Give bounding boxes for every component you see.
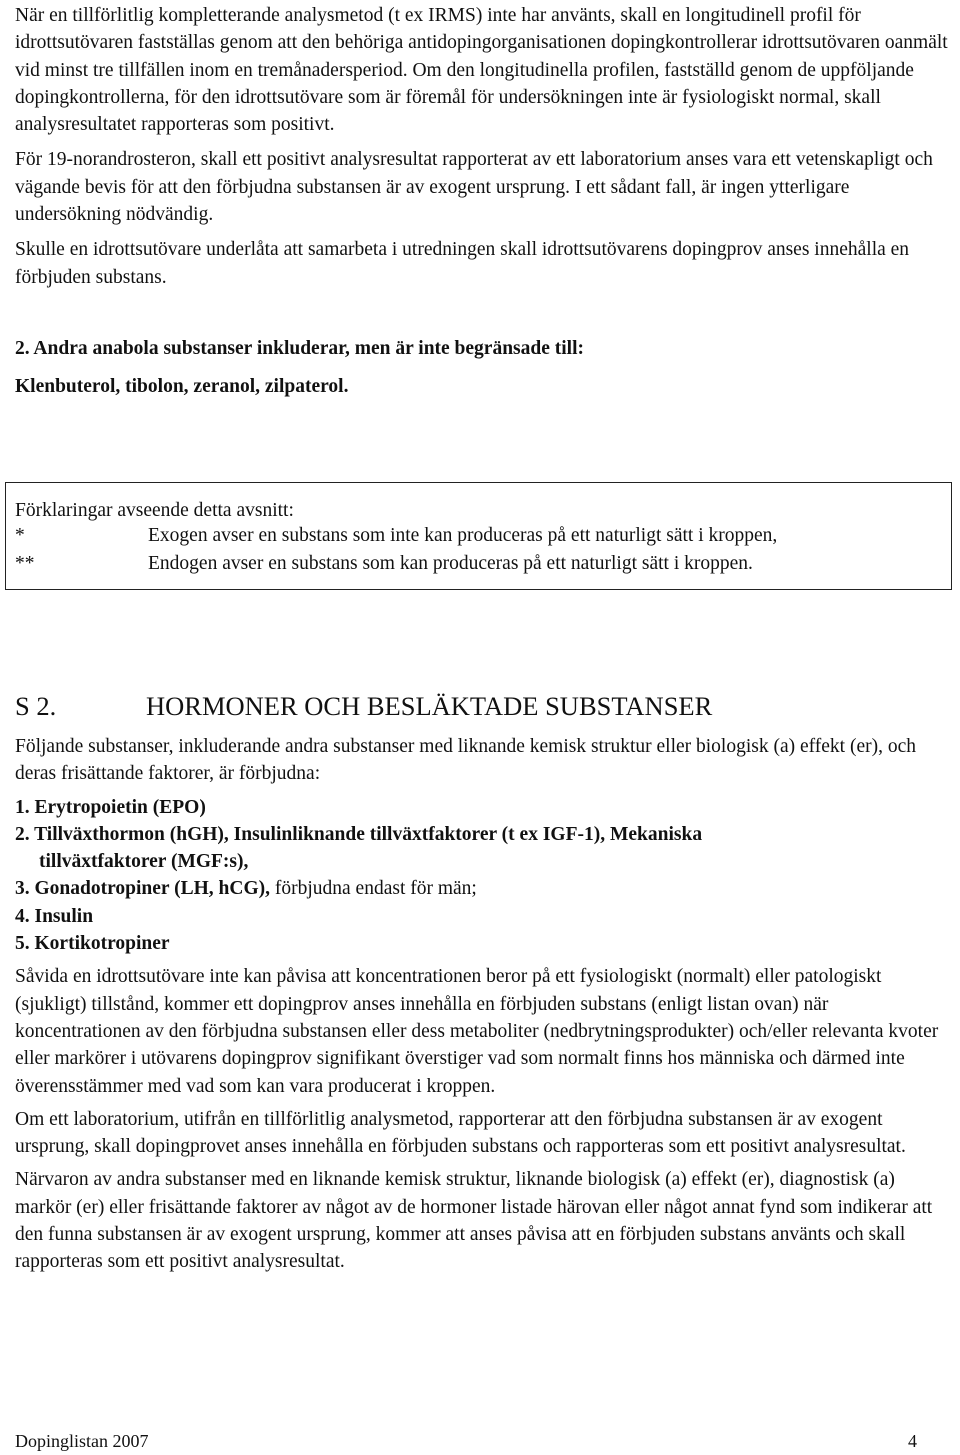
intro-section <box>15 0 950 401</box>
anabolic-other-heading: 2. Andra anabola substanser inkluderar, men är inte begränsade till: <box>15 337 585 359</box>
page-number: 4 <box>908 1431 917 1451</box>
section-code: S 2. <box>15 691 57 721</box>
paragraph-presence: Närvaron av andra substanser med en liknande kemisk struktur, liknande biologisk (a) effekt (er), diagnostisk (a) markör (er) eller frisättande faktorer av något av de hormoner listade härovan eller något annat fynd som indikerar att den funna substansen är av exogent ursprung, kommer att anses påvisa att en förbjuden substans använts och skall rapporteras som ett positivt analysresultat. <box>15 1169 933 1273</box>
hormone-list <box>15 794 950 958</box>
anabolic-other-list: Klenbuterol, tibolon, zeranol, zilpaterol. <box>15 376 349 398</box>
page-footer <box>15 1430 915 1452</box>
definition-marker: * <box>15 525 25 546</box>
intro-paragraph-cooperation: Skulle en idrottsutövare underlåta att samarbeta i utredningen skall idrottsutövarens dopingprov anses innehålla en förbjuden substans. <box>15 239 910 288</box>
definition-text: Exogen avser en substans som inte kan produceras på ett naturligt sätt i kroppen, <box>148 525 778 546</box>
list-item-note: förbjudna endast för män; <box>269 878 477 900</box>
section-heading <box>15 690 712 722</box>
definition-endogen <box>15 550 753 577</box>
list-item-bold: 3. Gonadotropiner (LH, hCG), <box>15 878 270 900</box>
list-item: 2. Tillväxthormon (hGH), Insulinliknande tillväxtfaktorer (t ex IGF-1), Mekaniska <box>15 823 703 845</box>
definition-marker: ** <box>15 553 35 574</box>
hormones-section <box>15 733 950 1276</box>
section-lead: Följande substanser, inkluderande andra substanser med liknande kemisk struktur eller biologisk (a) effekt (er), och deras frisättande faktorer, är förbjudna: <box>15 736 917 785</box>
section-title: HORMONER OCH BESLÄKTADE SUBSTANSER <box>146 691 713 721</box>
footer-title: Dopinglistan 2007 <box>15 1431 149 1451</box>
list-item: 4. Insulin <box>15 905 94 927</box>
definitions-heading: Förklaringar avseende detta avsnitt: <box>15 500 294 521</box>
list-item: 5. Kortikotropiner <box>15 933 170 955</box>
definition-exogen <box>15 522 777 549</box>
intro-paragraph-longitudinal: När en tillförlitlig kompletterande analysmetod (t ex IRMS) inte har använts, skall en longitudinell profil för idrottsutövaren fastställas genom att den behöriga antidopingorganisationen dopingkontrollerar idrottsutövaren oanmält vid minst tre tillfällen inom en tremånadersperiod. Om den longitudinella profilen, fastställd genom de uppföljande dopingkontrollerna, för den idrottsutövare som är föremål för undersökningen inte är fysiologiskt normal, skall analysresultatet rapporteras som positivt. <box>15 5 948 136</box>
list-item <box>15 875 950 902</box>
intro-paragraph-norandrosterone: För 19-norandrosteron, skall ett positivt analysresultat rapporterat av ett laboratorium anses vara ett vetenskapligt och vägande bevis för att den förbjudna substansen är av exogent ursprung. I ett sådant fall, är ingen ytterligare undersökning nödvändig. <box>15 149 933 226</box>
list-item: 1. Erytropoietin (EPO) <box>15 796 206 818</box>
paragraph-concentration: Såvida en idrottsutövare inte kan påvisa att koncentrationen beror på ett fysiologiskt (normalt) eller patologiskt (sjukligt) tillstånd, kommer ett dopingprov anses innehålla en förbjuden substans (enligt listan ovan) när koncentrationen av den förbjudna substansen eller dess metaboliter (nedbrytningsprodukter) och/eller relevanta kvoter eller markörer i utövarens dopingprov signifikant överstiger vad som normalt finns hos människa och därmed inte överensstämmer med vad som kan vara producerat i kroppen. <box>15 966 939 1097</box>
list-item-continuation: tillväxtfaktorer (MGF:s), <box>39 851 249 873</box>
definition-text: Endogen avser en substans som kan produceras på ett naturligt sätt i kroppen. <box>148 553 753 574</box>
paragraph-laboratory: Om ett laboratorium, utifrån en tillförlitlig analysmetod, rapporterar att den förbjudna substansen är av exogent ursprung, skall dopingprovet anses innehålla en förbjuden substans och rapporteras som ett positivt analysresultat. <box>15 1108 906 1158</box>
